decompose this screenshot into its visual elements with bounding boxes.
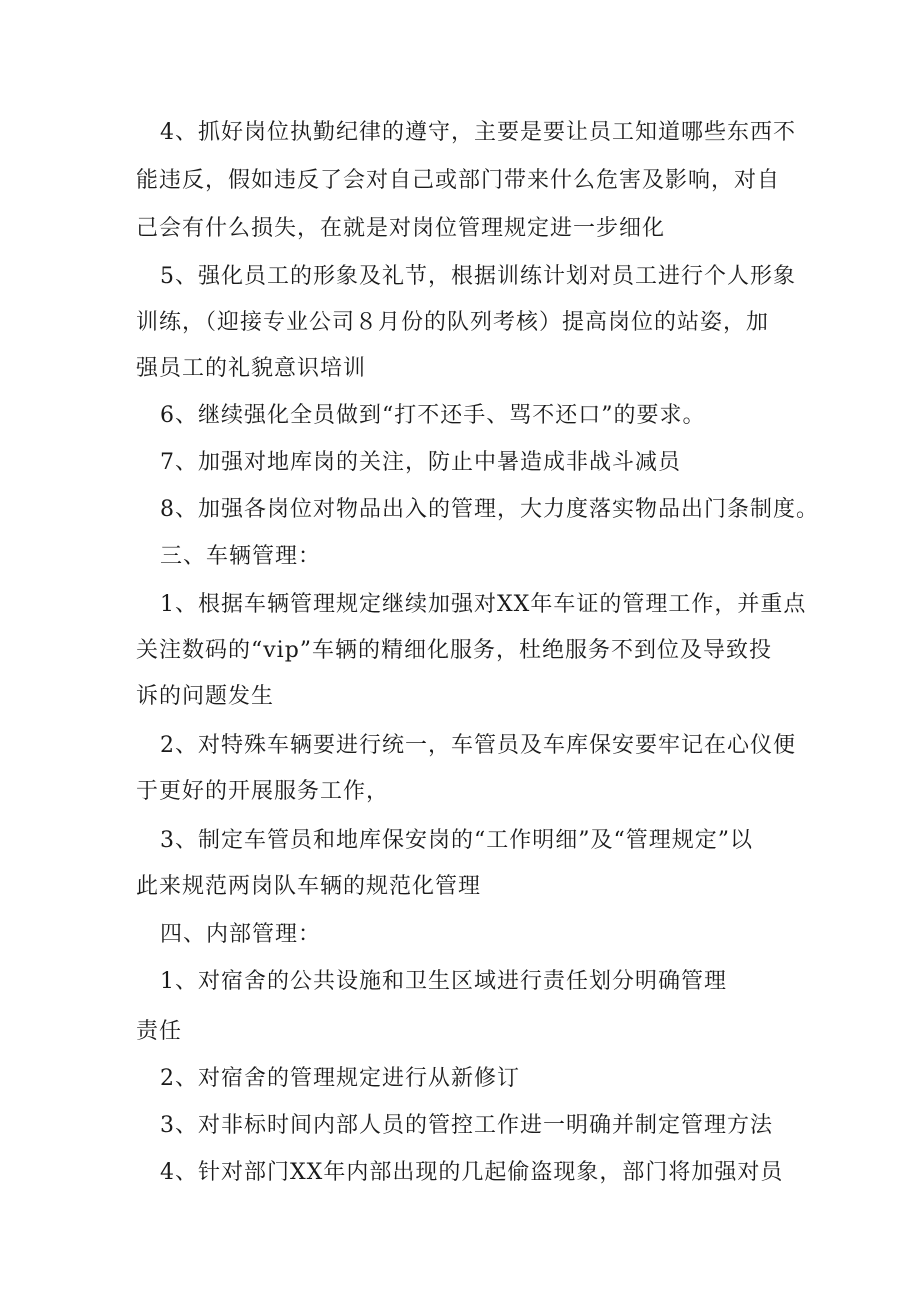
text-line: 7、加强对地库岗的关注，防止中暑造成非战斗减员 xyxy=(160,450,681,475)
text-line: 能违反，假如违反了会对自己或部门带来什么危害及影响，对自 xyxy=(136,168,781,193)
text-line: 2、对宿舍的管理规定进行从新修订 xyxy=(160,1066,520,1091)
text-line: 5、强化员工的形象及礼节，根据训练计划对员工进行个人形象 xyxy=(160,264,796,289)
text-line: 4、针对部门XX年内部出现的几起偷盗现象，部门将加强对员 xyxy=(160,1160,784,1185)
text-line: 强员工的礼貌意识培训 xyxy=(136,356,367,381)
text-line: 8、加强各岗位对物品出入的管理，大力度落实物品出门条制度。 xyxy=(160,497,819,522)
text-line: 1、根据车辆管理规定继续加强对XX年车证的管理工作，并重点 xyxy=(160,592,807,617)
section-heading: 三、车辆管理： xyxy=(160,544,322,569)
text-line: 责任 xyxy=(136,1019,183,1044)
text-line: 训练，（迎接专业公司８月份的队列考核）提高岗位的站姿，加 xyxy=(136,310,770,335)
text-line: 于更好的开展服务工作， xyxy=(136,779,390,804)
text-line: 诉的问题发生 xyxy=(136,684,275,709)
text-line: 3、对非标时间内部人员的管控工作进一明确并制定管理方法 xyxy=(160,1113,773,1138)
text-line: 1、对宿舍的公共设施和卫生区域进行责任划分明确管理 xyxy=(160,969,727,994)
text-line: 3、制定车管员和地库保安岗的“工作明细”及“管理规定”以 xyxy=(160,828,753,853)
text-line: 6、继续强化全员做到“打不还手、骂不还口”的要求。 xyxy=(160,403,706,428)
text-line: 关注数码的“vip”车辆的精细化服务，杜绝服务不到位及导致投 xyxy=(136,638,773,663)
text-line: 此来规范两岗队车辆的规范化管理 xyxy=(136,874,482,899)
text-line: 2、对特殊车辆要进行统一，车管员及车库保安要牢记在心仪便 xyxy=(160,733,796,758)
text-line: 己会有什么损失，在就是对岗位管理规定进一步细化 xyxy=(136,216,666,241)
text-line: 4、抓好岗位执勤纪律的遵守，主要是要让员工知道哪些东西不 xyxy=(160,120,796,145)
section-heading: 四、内部管理： xyxy=(160,922,322,947)
